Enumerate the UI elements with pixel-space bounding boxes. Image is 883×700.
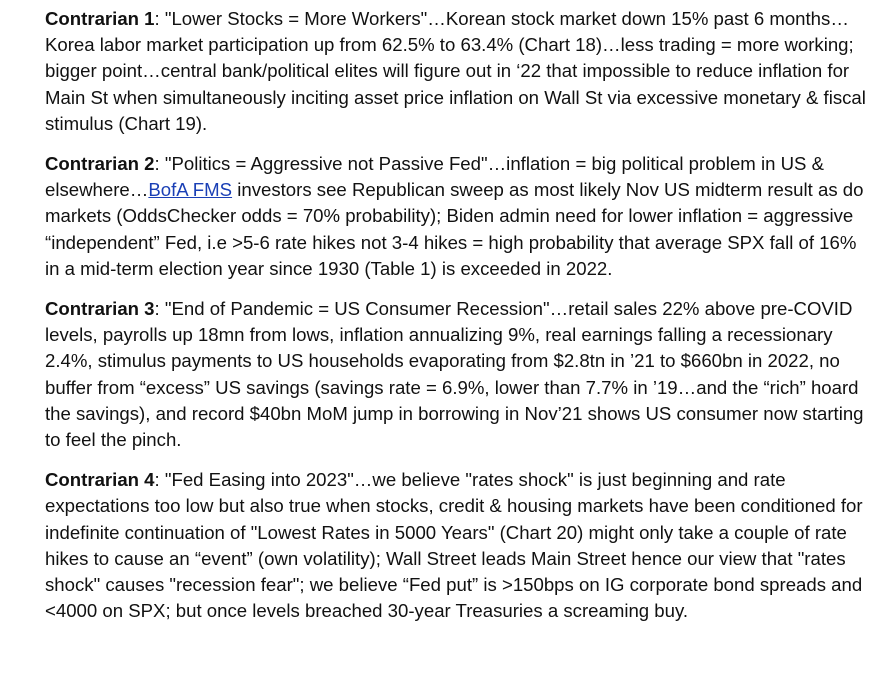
paragraph-contrarian-4	[45, 467, 875, 624]
paragraph-text: : "Fed Easing into 2023"…we believe "rates shock" is just beginning and rate expectations too low but also true when stocks, credit & housing markets have been conditioned for indefinite continuation of "Lowest Rates in 5000 Years" (Chart 20) might only take a couple of rate hikes to cause an “event” (own volatility); Wall Street leads Main Street hence our view that "rates shock" causes "recession fear"; we believe “Fed put” is >150bps on IG corporate bond spreads and <4000 on SPX; but once levels breached 30-year Treasuries a screaming buy.	[45, 469, 863, 622]
bofa-fms-link[interactable]: BofA FMS	[148, 179, 233, 201]
paragraph-text: investors see Republican sweep as most likely Nov US midterm result as do markets (OddsChecker odds = 70% probability); Biden admin need for lower inflation = aggressive “independent” Fed, i.e >5-6 rate hikes not 3-4 hikes = high probability that average SPX fall of 16% in a mid-term election year since 1930 (Table 1) is exceeded in 2022.	[45, 179, 864, 279]
document-body	[45, 6, 875, 638]
paragraph-text: : "End of Pandemic = US Consumer Recession"…retail sales 22% above pre-COVID levels, payrolls up 18mn from lows, inflation annualizing 9%, real earnings falling a recessionary 2.4%, stimulus payments to US households evaporating from $2.8tn in ’21 to $660bn in 2022, no buffer from “excess” US savings (savings rate = 6.9%, lower than 7.7% in ’19…and the “rich” hoard the savings), and record $40bn MoM jump in borrowing in Nov’21 shows US consumer now starting to feel the pinch.	[45, 298, 864, 451]
paragraph-label: Contrarian 2	[45, 153, 155, 175]
paragraph-label: Contrarian 1	[45, 8, 155, 29]
paragraph-contrarian-2	[45, 151, 875, 282]
paragraph-text: : "Politics = Aggressive not Passive Fed"…inflation = big political problem in US & elsewhere…	[45, 153, 824, 201]
paragraph-label: Contrarian 4	[45, 469, 155, 491]
paragraph-text: : "Lower Stocks = More Workers"…Korean stock market down 15% past 6 months…Korea labor market participation up from 62.5% to 63.4% (Chart 18)…less trading = more working; bigger point…central bank/political elites will figure out in ‘22 that impossible to reduce inflation for Main St when simultaneously inciting asset price inflation on Wall St via excessive monetary & fiscal stimulus (Chart 19).	[45, 8, 866, 134]
paragraph-label: Contrarian 3	[45, 298, 155, 320]
paragraph-contrarian-3	[45, 296, 875, 453]
paragraph-contrarian-1	[45, 6, 875, 137]
